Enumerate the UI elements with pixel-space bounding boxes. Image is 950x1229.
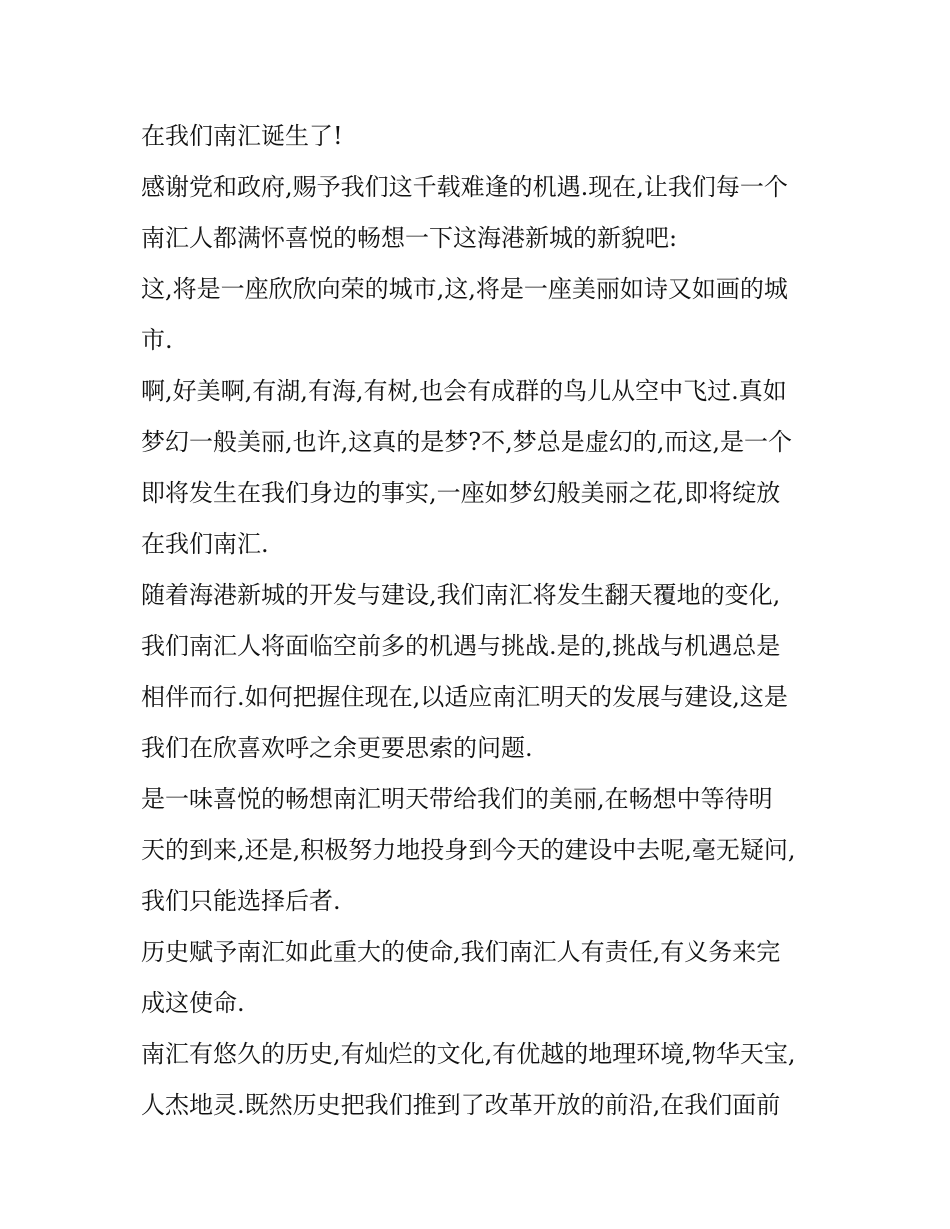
text-line: 梦幻一般美丽,也许,这真的是梦?不,梦总是虚幻的,而这,是一个 (141, 428, 793, 456)
document-body (141, 111, 821, 1131)
text-line: 是一味喜悦的畅想南汇明天带给我们的美丽,在畅想中等待明 (141, 785, 773, 813)
text-line: 在我们南汇诞生了! (141, 122, 343, 150)
text-line: 感谢党和政府,赐予我们这千载难逢的机遇.现在,让我们每一个 (141, 173, 788, 201)
text-line: 市. (141, 326, 173, 354)
text-line: 历史赋予南汇如此重大的使命,我们南汇人有责任,有义务来完 (141, 938, 781, 966)
text-line: 这,将是一座欣欣向荣的城市,这,将是一座美丽如诗又如画的城 (141, 275, 788, 303)
text-line: 随着海港新城的开发与建设,我们南汇将发生翻天覆地的变化, (141, 581, 781, 609)
text-line: 人杰地灵.既然历史把我们推到了改革开放的前沿,在我们面前 (141, 1091, 781, 1119)
text-line: 啊,好美啊,有湖,有海,有树,也会有成群的鸟儿从空中飞过.真如 (141, 377, 787, 405)
text-line: 天的到来,还是,积极努力地投身到今天的建设中去呢,毫无疑问, (141, 836, 796, 864)
text-line: 我们在欣喜欢呼之余更要思索的问题. (141, 734, 533, 762)
text-line: 相伴而行.如何把握住现在,以适应南汇明天的发展与建设,这是 (141, 683, 788, 711)
text-line: 南汇人都满怀喜悦的畅想一下这海港新城的新貌吧: (141, 224, 678, 252)
text-line: 我们南汇人将面临空前多的机遇与挑战.是的,挑战与机遇总是 (141, 632, 781, 660)
text-line: 在我们南汇. (141, 530, 269, 558)
text-line: 即将发生在我们身边的事实,一座如梦幻般美丽之花,即将绽放 (141, 479, 781, 507)
text-line: 南汇有悠久的历史,有灿烂的文化,有优越的地理环境,物华天宝, (141, 1040, 796, 1068)
text-line: 成这使命. (141, 989, 245, 1017)
text-line: 我们只能选择后者. (141, 887, 341, 915)
